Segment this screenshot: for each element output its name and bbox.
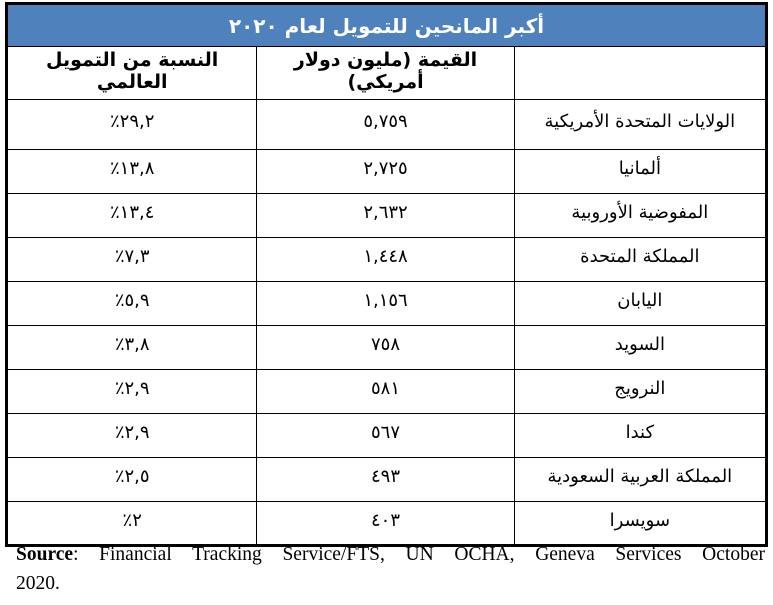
table-row (7, 100, 767, 150)
value-cell: ٢,٧٢٥ (257, 150, 514, 194)
value-cell: ٥٦٧ (257, 414, 514, 458)
country-cell: كندا (514, 414, 766, 458)
country-cell: النرويج (514, 370, 766, 414)
share-cell: ٢,٥٪ (7, 458, 257, 502)
table-title: أكبر المانحين للتمويل لعام ٢٠٢٠ (7, 4, 767, 47)
country-cell: السويد (514, 326, 766, 370)
share-cell: ٢٩,٢٪ (7, 100, 257, 150)
country-cell: المفوضية الأوروبية (514, 194, 766, 238)
title-row (7, 4, 767, 47)
value-cell: ٢,٦٣٢ (257, 194, 514, 238)
source-note (16, 541, 765, 599)
country-cell: المملكة العربية السعودية (514, 458, 766, 502)
value-cell: ٥٨١ (257, 370, 514, 414)
source-line-1 (16, 541, 765, 569)
share-cell: ٢,٩٪ (7, 414, 257, 458)
share-cell: ١٣,٤٪ (7, 194, 257, 238)
value-cell: ٤٩٣ (257, 458, 514, 502)
col-header-country (514, 47, 766, 100)
source-text: : Financial Tracking Service/FTS, UN OCHA, Geneva Services October (73, 544, 765, 565)
share-cell: ٢٪ (7, 502, 257, 546)
table-row (7, 238, 767, 282)
table-row (7, 150, 767, 194)
value-cell: ٥,٧٥٩ (257, 100, 514, 150)
donors-table (5, 2, 768, 547)
source-label: Source (16, 544, 74, 565)
table-row (7, 414, 767, 458)
table-row (7, 458, 767, 502)
value-cell: ١,٤٤٨ (257, 238, 514, 282)
share-cell: ٢,٩٪ (7, 370, 257, 414)
value-cell: ٧٥٨ (257, 326, 514, 370)
table-row (7, 370, 767, 414)
value-cell: ١,١٥٦ (257, 282, 514, 326)
table-row (7, 326, 767, 370)
table-row (7, 194, 767, 238)
country-cell: المملكة المتحدة (514, 238, 766, 282)
header-row (7, 47, 767, 100)
share-cell: ١٣,٨٪ (7, 150, 257, 194)
country-cell: الولايات المتحدة الأمريكية (514, 100, 766, 150)
share-cell: ٣,٨٪ (7, 326, 257, 370)
table-row (7, 502, 767, 546)
col-header-value: القيمة (مليون دولار أمريكي) (257, 47, 514, 100)
table-row (7, 282, 767, 326)
country-cell: سويسرا (514, 502, 766, 546)
value-cell: ٤٠٣ (257, 502, 514, 546)
country-cell: اليابان (514, 282, 766, 326)
share-cell: ٧,٣٪ (7, 238, 257, 282)
col-header-share: النسبة من التمويل العالمي (7, 47, 257, 100)
country-cell: ألمانيا (514, 150, 766, 194)
source-line-2: 2020. (16, 573, 60, 594)
share-cell: ٥,٩٪ (7, 282, 257, 326)
